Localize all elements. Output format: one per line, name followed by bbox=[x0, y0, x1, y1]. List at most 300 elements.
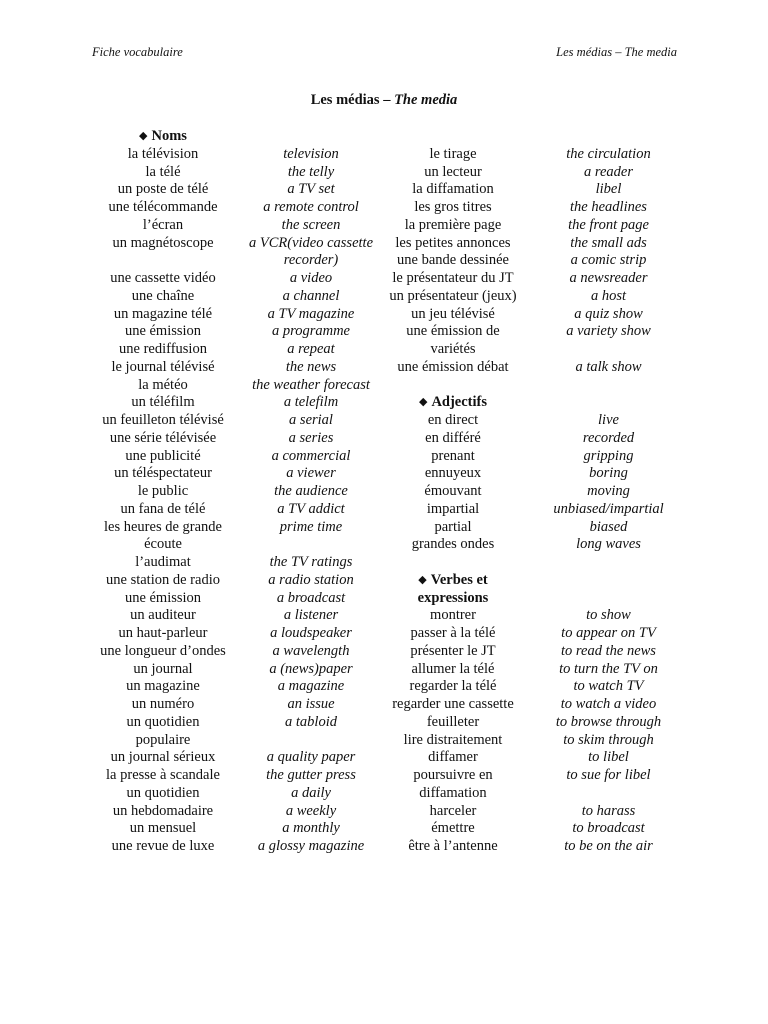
vocab-entry bbox=[380, 465, 526, 483]
vocab-entry bbox=[84, 394, 242, 412]
vocab-text: émettre bbox=[431, 820, 475, 837]
vocab-entry bbox=[380, 501, 526, 519]
vocab-entry bbox=[380, 359, 526, 377]
vocab-text: a (news)paper bbox=[269, 660, 353, 677]
vocab-text: feuilleter bbox=[426, 713, 480, 730]
vocab-text: un magnétoscope bbox=[112, 234, 214, 251]
vocab-entry bbox=[380, 536, 526, 554]
vocab-entry bbox=[531, 696, 686, 714]
vocab-text: impartial bbox=[426, 500, 480, 517]
vocab-entry bbox=[84, 767, 242, 785]
vocab-text: to sue for libel bbox=[566, 767, 651, 783]
header-left: Fiche vocabulaire bbox=[92, 45, 183, 59]
blank-line bbox=[232, 536, 390, 554]
vocab-entry bbox=[232, 643, 390, 661]
vocab-text: un mensuel bbox=[129, 820, 197, 837]
vocab-text: populaire bbox=[135, 731, 191, 748]
vocab-entry bbox=[84, 820, 242, 838]
vocab-entry bbox=[84, 519, 242, 537]
vocab-text: to be on the air bbox=[564, 838, 653, 854]
vocab-text: une chaîne bbox=[131, 287, 195, 304]
vocab-text: the TV ratings bbox=[269, 554, 353, 570]
vocab-text: Verbes et bbox=[430, 571, 488, 588]
vocab-text: une bande dessinée bbox=[397, 252, 509, 269]
vocab-entry bbox=[531, 199, 686, 217]
vocab-text: a magazine bbox=[277, 678, 345, 695]
vocab-text: a video bbox=[289, 270, 333, 286]
blank-line bbox=[531, 590, 686, 608]
vocab-entry bbox=[232, 465, 390, 483]
vocab-entry bbox=[531, 288, 686, 306]
vocab-text: émouvant bbox=[424, 483, 482, 499]
vocab-entry bbox=[232, 519, 390, 537]
vocab-entry bbox=[232, 288, 390, 306]
vocab-entry bbox=[232, 377, 390, 395]
vocab-text: une émission bbox=[124, 323, 202, 340]
vocab-text: a broadcast bbox=[276, 589, 346, 606]
vocab-text: diffamer bbox=[428, 749, 478, 766]
vocab-entry bbox=[380, 217, 526, 235]
vocab-entry bbox=[84, 412, 242, 430]
vocab-entry bbox=[84, 714, 242, 732]
blank-line bbox=[531, 554, 686, 572]
vocab-text: un poste de télé bbox=[117, 181, 209, 198]
vocab-entry bbox=[84, 146, 242, 164]
vocab-text: a wavelength bbox=[272, 642, 350, 659]
vocab-entry bbox=[84, 235, 242, 253]
vocab-entry bbox=[232, 820, 390, 838]
vocab-text: ennuyeux bbox=[424, 465, 482, 482]
vocab-entry bbox=[380, 288, 526, 306]
vocab-text: la première page bbox=[404, 216, 502, 233]
vocab-entry bbox=[380, 306, 526, 324]
vocab-entry bbox=[84, 465, 242, 483]
vocab-entry bbox=[380, 323, 526, 341]
vocab-entry bbox=[84, 838, 242, 856]
vocab-entry bbox=[380, 448, 526, 466]
vocab-text: un quotidien bbox=[126, 713, 200, 730]
vocab-entry bbox=[380, 661, 526, 679]
vocab-entry bbox=[232, 554, 390, 572]
blank-line bbox=[531, 128, 686, 146]
vocab-text: harceler bbox=[429, 802, 477, 819]
vocab-entry bbox=[84, 270, 242, 288]
vocab-text: a monthly bbox=[282, 820, 340, 837]
vocab-text: regarder une cassette bbox=[392, 696, 514, 712]
vocab-entry bbox=[531, 519, 686, 537]
vocab-text: un quotidien bbox=[126, 784, 200, 801]
vocab-text: le présentateur du JT bbox=[392, 270, 514, 286]
vocab-text: a variety show bbox=[566, 323, 651, 340]
vocab-entry bbox=[531, 643, 686, 661]
vocab-entry bbox=[380, 341, 526, 359]
vocab-text: la diffamation bbox=[412, 181, 494, 198]
vocab-entry bbox=[84, 341, 242, 359]
vocab-text: libel bbox=[595, 181, 622, 198]
vocab-entry bbox=[531, 448, 686, 466]
blank-line bbox=[531, 785, 686, 803]
vocab-text: le public bbox=[137, 483, 189, 499]
section-heading bbox=[84, 128, 242, 146]
vocab-entry bbox=[232, 412, 390, 430]
vocab-entry bbox=[531, 678, 686, 696]
vocab-entry bbox=[380, 181, 526, 199]
vocab-text: un feuilleton télévisé bbox=[102, 412, 224, 428]
vocab-entry bbox=[531, 714, 686, 732]
section-heading bbox=[380, 394, 526, 412]
vocab-text: un téléspectateur bbox=[114, 465, 212, 482]
vocab-text: les gros titres bbox=[414, 199, 492, 215]
vocab-text: to turn the TV on bbox=[559, 660, 658, 677]
vocab-entry bbox=[380, 678, 526, 696]
vocab-entry bbox=[380, 607, 526, 625]
vocab-text: regarder la télé bbox=[409, 678, 497, 695]
vocab-entry bbox=[531, 412, 686, 430]
section-heading bbox=[380, 572, 526, 590]
vocab-text: a TV magazine bbox=[267, 305, 355, 322]
vocab-text: a remote control bbox=[263, 199, 359, 215]
vocab-entry bbox=[232, 749, 390, 767]
vocab-text: a telefilm bbox=[283, 394, 339, 411]
vocab-text: a radio station bbox=[268, 571, 354, 588]
vocab-text: écoute bbox=[144, 536, 182, 553]
vocab-text: the audience bbox=[274, 483, 348, 499]
vocab-text: to skim through bbox=[563, 731, 654, 748]
vocab-text: un lecteur bbox=[424, 163, 482, 180]
vocab-text: une longueur d’ondes bbox=[100, 642, 226, 659]
vocab-text: gripping bbox=[583, 447, 634, 464]
vocab-entry bbox=[84, 607, 242, 625]
vocab-entry bbox=[380, 199, 526, 217]
vocab-entry bbox=[232, 164, 390, 182]
vocab-entry bbox=[531, 803, 686, 821]
vocab-entry bbox=[232, 767, 390, 785]
vocab-entry bbox=[84, 181, 242, 199]
vocab-text: a commercial bbox=[271, 447, 351, 464]
vocab-text: the screen bbox=[281, 216, 341, 233]
vocab-entry bbox=[232, 217, 390, 235]
terms-english-column bbox=[531, 128, 686, 856]
vocab-entry bbox=[380, 270, 526, 288]
title-french: Les médias – bbox=[310, 92, 395, 108]
vocab-text: live bbox=[598, 412, 619, 428]
diamond-bullet-icon: ◆ bbox=[418, 573, 427, 586]
vocab-text: poursuivre en bbox=[413, 767, 493, 783]
vocab-text: montrer bbox=[430, 607, 476, 624]
vocab-text: la télévision bbox=[127, 145, 199, 162]
vocab-entry bbox=[84, 217, 242, 235]
vocab-text: un jeu télévisé bbox=[411, 305, 495, 322]
vocab-text: a weekly bbox=[285, 802, 337, 819]
vocab-text: the small ads bbox=[570, 234, 647, 251]
vocab-entry bbox=[380, 838, 526, 856]
vocab-text: un présentateur (jeux) bbox=[389, 287, 517, 304]
vocab-entry bbox=[531, 607, 686, 625]
vocab-text: to browse through bbox=[555, 713, 662, 730]
vocab-text: les petites annonces bbox=[395, 234, 511, 251]
vocab-text: un magazine bbox=[126, 678, 200, 695]
diamond-bullet-icon: ◆ bbox=[418, 396, 428, 409]
vocab-text: prenant bbox=[431, 447, 475, 464]
vocab-entry bbox=[531, 164, 686, 182]
vocab-text: la télé bbox=[145, 163, 181, 180]
vocab-text: les heures de grande bbox=[104, 518, 222, 535]
vocab-entry bbox=[380, 696, 526, 714]
vocab-entry bbox=[84, 164, 242, 182]
vocab-text: the circulation bbox=[566, 145, 651, 162]
vocab-text: variétés bbox=[430, 341, 476, 357]
vocab-text: un numéro bbox=[131, 696, 195, 712]
vocab-entry bbox=[380, 767, 526, 785]
vocab-text: Adjectifs bbox=[431, 394, 488, 411]
vocab-text: un téléfilm bbox=[131, 394, 195, 411]
vocab-text: unbiased/impartial bbox=[553, 500, 664, 517]
vocab-entry bbox=[84, 696, 242, 714]
vocab-entry bbox=[531, 252, 686, 270]
vocab-text: a listener bbox=[283, 607, 339, 624]
vocab-text: une publicité bbox=[125, 447, 201, 464]
vocab-entry bbox=[531, 536, 686, 554]
vocab-entry bbox=[232, 501, 390, 519]
vocab-entry bbox=[531, 483, 686, 501]
vocab-text: a tabloid bbox=[285, 713, 337, 730]
vocab-entry bbox=[531, 465, 686, 483]
vocab-text: a channel bbox=[282, 287, 340, 304]
vocab-text: une rediffusion bbox=[119, 341, 207, 357]
vocab-text: prime time bbox=[279, 518, 343, 535]
vocab-text: the headlines bbox=[570, 199, 647, 215]
vocab-text: a quiz show bbox=[574, 305, 643, 322]
vocab-entry bbox=[380, 146, 526, 164]
vocab-text: the gutter press bbox=[266, 767, 356, 783]
vocab-entry bbox=[232, 483, 390, 501]
blank-line bbox=[232, 732, 390, 750]
vocab-entry bbox=[84, 678, 242, 696]
vocab-entry bbox=[84, 199, 242, 217]
vocab-text: a glossy magazine bbox=[257, 838, 365, 854]
vocab-text: une émission bbox=[124, 589, 202, 606]
vocab-text: a TV set bbox=[287, 181, 335, 198]
vocab-text: l’audimat bbox=[135, 554, 191, 570]
vocab-text: to libel bbox=[588, 749, 629, 766]
vocab-text: to harass bbox=[581, 802, 636, 819]
vocab-entry bbox=[232, 785, 390, 803]
blank-line bbox=[380, 554, 526, 572]
blank-line bbox=[84, 252, 242, 270]
blank-line bbox=[531, 377, 686, 395]
vocab-entry bbox=[531, 749, 686, 767]
vocab-entry bbox=[232, 714, 390, 732]
vocab-entry bbox=[232, 803, 390, 821]
vocab-entry bbox=[232, 448, 390, 466]
vocab-entry bbox=[232, 359, 390, 377]
vocab-entry bbox=[531, 323, 686, 341]
vocab-entry bbox=[84, 661, 242, 679]
vocab-text: to broadcast bbox=[572, 820, 645, 837]
vocab-text: passer à la télé bbox=[410, 625, 496, 641]
page-title bbox=[0, 92, 768, 109]
vocab-text: the telly bbox=[287, 163, 335, 180]
vocab-entry bbox=[232, 430, 390, 448]
diamond-bullet-icon: ◆ bbox=[139, 130, 148, 142]
vocab-entry bbox=[84, 501, 242, 519]
vocab-entry bbox=[84, 536, 242, 554]
section-heading bbox=[380, 590, 526, 608]
vocab-text: l’écran bbox=[142, 216, 184, 233]
vocab-text: a newsreader bbox=[569, 270, 648, 286]
vocab-entry bbox=[84, 554, 242, 572]
vocab-text: le journal télévisé bbox=[111, 358, 215, 375]
blank-line bbox=[531, 394, 686, 412]
vocab-text: la météo bbox=[138, 376, 188, 393]
vocab-entry bbox=[84, 377, 242, 395]
vocab-text: une télécommande bbox=[108, 199, 218, 215]
vocab-entry bbox=[531, 270, 686, 288]
vocab-entry bbox=[232, 146, 390, 164]
vocab-entry bbox=[84, 483, 242, 501]
vocab-entry bbox=[84, 785, 242, 803]
vocab-text: un auditeur bbox=[130, 607, 196, 624]
vocab-entry bbox=[380, 235, 526, 253]
vocab-entry bbox=[232, 607, 390, 625]
header-right: Les médias – The media bbox=[556, 45, 677, 59]
vocab-text: a host bbox=[590, 287, 627, 304]
vocab-entry bbox=[84, 643, 242, 661]
vocab-text: to watch TV bbox=[573, 678, 644, 695]
vocab-entry bbox=[380, 803, 526, 821]
vocab-text: expressions bbox=[417, 589, 489, 606]
title-english: The media bbox=[394, 92, 458, 108]
vocab-entry bbox=[380, 519, 526, 537]
vocab-entry bbox=[380, 820, 526, 838]
vocab-entry bbox=[531, 838, 686, 856]
vocab-text: a reader bbox=[584, 163, 633, 180]
vocab-entry bbox=[531, 359, 686, 377]
vocab-text: recorder) bbox=[283, 252, 339, 269]
vocab-text: a VCR(video cassette bbox=[248, 234, 373, 251]
vocab-text: Noms bbox=[151, 128, 187, 144]
vocab-text: a comic strip bbox=[570, 252, 647, 269]
vocab-text: a quality paper bbox=[266, 749, 356, 766]
vocab-entry bbox=[380, 732, 526, 750]
vocab-text: the news bbox=[285, 358, 337, 375]
vocab-text: the front page bbox=[568, 216, 649, 233]
vocab-text: une cassette vidéo bbox=[110, 270, 216, 286]
vocab-entry bbox=[531, 767, 686, 785]
blank-line bbox=[380, 377, 526, 395]
vocab-entry bbox=[531, 661, 686, 679]
vocab-text: boring bbox=[589, 465, 628, 482]
vocab-text: la presse à scandale bbox=[106, 767, 220, 783]
vocab-entry bbox=[232, 838, 390, 856]
vocab-text: un hebdomadaire bbox=[112, 802, 214, 819]
vocab-entry bbox=[84, 749, 242, 767]
vocab-text: recorded bbox=[582, 429, 635, 446]
vocab-entry bbox=[380, 625, 526, 643]
vocab-text: le tirage bbox=[429, 145, 477, 162]
vocab-text: diffamation bbox=[419, 784, 487, 801]
vocab-entry bbox=[84, 572, 242, 590]
vocab-text: a programme bbox=[271, 323, 350, 340]
vocab-text: television bbox=[283, 145, 339, 162]
vocab-text: an issue bbox=[287, 696, 335, 712]
vocab-entry bbox=[531, 181, 686, 199]
vocab-entry bbox=[380, 430, 526, 448]
vocab-entry bbox=[84, 803, 242, 821]
vocab-entry bbox=[232, 625, 390, 643]
vocab-entry bbox=[232, 696, 390, 714]
vocab-text: un journal bbox=[133, 660, 193, 677]
vocab-entry bbox=[531, 732, 686, 750]
vocab-entry bbox=[380, 643, 526, 661]
vocab-text: the weather forecast bbox=[252, 376, 370, 393]
vocab-text: long waves bbox=[576, 536, 641, 553]
vocab-entry bbox=[232, 590, 390, 608]
vocab-entry bbox=[232, 270, 390, 288]
vocab-text: to appear on TV bbox=[561, 625, 656, 641]
vocab-entry bbox=[531, 820, 686, 838]
blank-line bbox=[232, 128, 390, 146]
vocab-entry bbox=[531, 146, 686, 164]
vocab-entry bbox=[232, 661, 390, 679]
vocab-entry bbox=[84, 590, 242, 608]
vocab-text: moving bbox=[587, 483, 630, 499]
vocab-entry bbox=[232, 341, 390, 359]
vocab-text: grandes ondes bbox=[411, 536, 495, 553]
vocab-text: allumer la télé bbox=[411, 660, 495, 677]
vocab-entry bbox=[84, 323, 242, 341]
vocab-entry bbox=[232, 181, 390, 199]
vocab-text: présenter le JT bbox=[410, 642, 496, 659]
vocab-text: une revue de luxe bbox=[111, 838, 215, 854]
vocab-entry bbox=[232, 199, 390, 217]
vocab-text: un journal sérieux bbox=[110, 749, 216, 766]
vocab-text: une série télévisée bbox=[109, 429, 217, 446]
vocab-text: un haut-parleur bbox=[118, 625, 208, 641]
vocab-text: une station de radio bbox=[106, 571, 220, 588]
vocab-entry bbox=[380, 785, 526, 803]
vocab-text: être à l’antenne bbox=[408, 838, 498, 854]
vocab-entry bbox=[84, 430, 242, 448]
vocab-entry bbox=[531, 501, 686, 519]
vocab-entry bbox=[232, 394, 390, 412]
vocab-entry bbox=[232, 323, 390, 341]
vocab-entry bbox=[531, 217, 686, 235]
terms-french-column bbox=[380, 128, 526, 856]
vocab-entry bbox=[84, 288, 242, 306]
vocab-entry bbox=[380, 252, 526, 270]
vocab-entry bbox=[531, 625, 686, 643]
vocab-entry bbox=[531, 430, 686, 448]
vocab-entry bbox=[380, 714, 526, 732]
nouns-english-column bbox=[232, 128, 390, 856]
vocab-text: a talk show bbox=[575, 358, 642, 375]
vocab-text: en direct bbox=[427, 412, 479, 428]
vocab-entry bbox=[232, 252, 390, 270]
vocab-text: a TV addict bbox=[277, 500, 345, 517]
vocab-text: en différé bbox=[425, 429, 481, 446]
vocab-entry bbox=[232, 678, 390, 696]
vocab-entry bbox=[232, 235, 390, 253]
vocab-text: a daily bbox=[291, 784, 331, 801]
vocab-entry bbox=[380, 412, 526, 430]
vocab-text: partial bbox=[434, 518, 472, 535]
vocab-text: to read the news bbox=[561, 642, 656, 659]
vocab-entry bbox=[232, 306, 390, 324]
vocab-text: to show bbox=[586, 607, 631, 624]
vocab-text: a repeat bbox=[287, 341, 335, 357]
vocab-text: a series bbox=[288, 429, 334, 446]
